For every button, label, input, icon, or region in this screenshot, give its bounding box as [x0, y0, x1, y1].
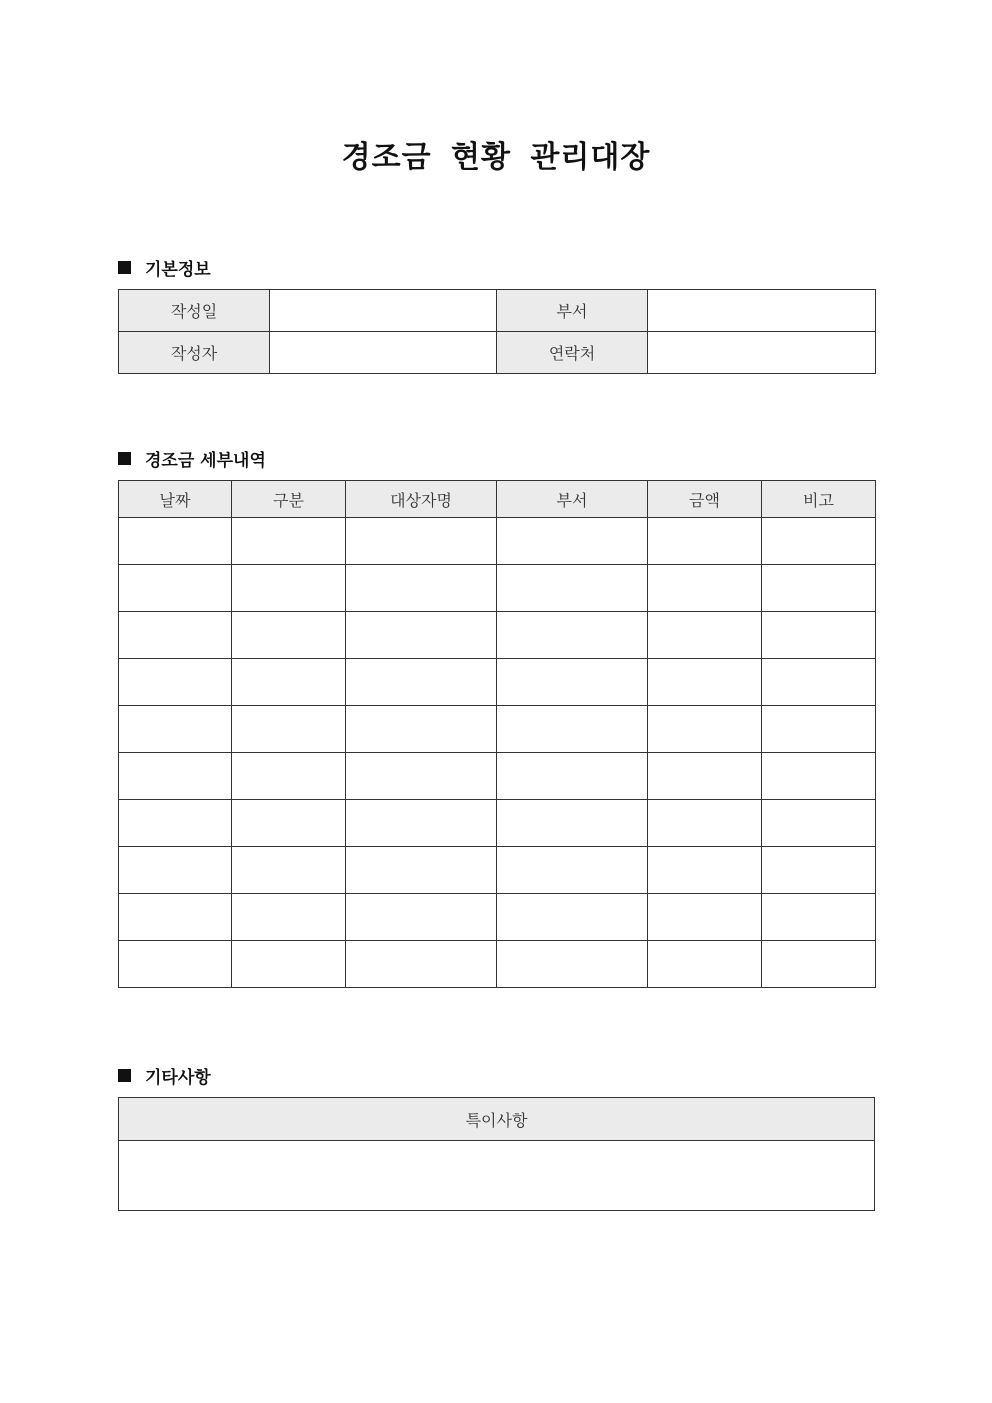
cell-category[interactable]: [232, 659, 346, 706]
cell-date[interactable]: [119, 612, 232, 659]
basic-info-table: [118, 289, 876, 374]
cell-date[interactable]: [119, 847, 232, 894]
cell-department[interactable]: [497, 753, 648, 800]
table-row: [119, 706, 876, 753]
cell-amount[interactable]: [648, 612, 762, 659]
cell-category[interactable]: [232, 941, 346, 988]
notes-field[interactable]: [119, 1141, 875, 1211]
notes-header-row: [119, 1098, 875, 1141]
table-row: [119, 659, 876, 706]
notes-label: 특이사항: [119, 1098, 875, 1141]
cell-department[interactable]: [497, 800, 648, 847]
column-header-amount: 금액: [648, 481, 762, 518]
author-label: 작성자: [119, 332, 270, 374]
author-date-field[interactable]: [270, 290, 497, 332]
cell-remarks[interactable]: [762, 847, 876, 894]
cell-date[interactable]: [119, 800, 232, 847]
square-bullet-icon: [118, 452, 131, 465]
column-header-category: 구분: [232, 481, 346, 518]
cell-recipient[interactable]: [346, 753, 497, 800]
cell-category[interactable]: [232, 518, 346, 565]
cell-date[interactable]: [119, 894, 232, 941]
details-header-row: [119, 481, 876, 518]
department-label: 부서: [497, 290, 648, 332]
cell-recipient[interactable]: [346, 565, 497, 612]
cell-recipient[interactable]: [346, 941, 497, 988]
contact-field[interactable]: [648, 332, 876, 374]
cell-recipient[interactable]: [346, 894, 497, 941]
table-row: [119, 518, 876, 565]
cell-amount[interactable]: [648, 518, 762, 565]
cell-amount[interactable]: [648, 659, 762, 706]
cell-category[interactable]: [232, 612, 346, 659]
cell-remarks[interactable]: [762, 706, 876, 753]
other-heading: [118, 1063, 211, 1088]
cell-category[interactable]: [232, 847, 346, 894]
cell-department[interactable]: [497, 894, 648, 941]
cell-date[interactable]: [119, 518, 232, 565]
cell-department[interactable]: [497, 659, 648, 706]
basic-info-row: [119, 290, 876, 332]
contact-label: 연락처: [497, 332, 648, 374]
cell-recipient[interactable]: [346, 518, 497, 565]
table-row: [119, 894, 876, 941]
table-row: [119, 941, 876, 988]
cell-amount[interactable]: [648, 894, 762, 941]
basic-info-heading-text: 기본정보: [145, 260, 211, 280]
square-bullet-icon: [118, 261, 131, 274]
cell-remarks[interactable]: [762, 565, 876, 612]
cell-remarks[interactable]: [762, 753, 876, 800]
details-table: [118, 480, 876, 988]
cell-amount[interactable]: [648, 565, 762, 612]
square-bullet-icon: [118, 1069, 131, 1082]
other-heading-text: 기타사항: [145, 1068, 211, 1088]
cell-date[interactable]: [119, 565, 232, 612]
cell-department[interactable]: [497, 706, 648, 753]
author-date-label: 작성일: [119, 290, 270, 332]
details-heading-text: 경조금 세부내역: [145, 451, 266, 471]
notes-table: [118, 1097, 875, 1211]
table-row: [119, 565, 876, 612]
cell-department[interactable]: [497, 612, 648, 659]
cell-amount[interactable]: [648, 706, 762, 753]
details-heading: [118, 446, 266, 471]
cell-recipient[interactable]: [346, 659, 497, 706]
cell-department[interactable]: [497, 847, 648, 894]
cell-recipient[interactable]: [346, 612, 497, 659]
cell-date[interactable]: [119, 753, 232, 800]
cell-department[interactable]: [497, 941, 648, 988]
page-title: 경조금 현황 관리대장: [341, 140, 651, 175]
basic-info-heading: [118, 255, 211, 280]
cell-amount[interactable]: [648, 800, 762, 847]
author-field[interactable]: [270, 332, 497, 374]
cell-date[interactable]: [119, 941, 232, 988]
column-header-date: 날짜: [119, 481, 232, 518]
cell-category[interactable]: [232, 753, 346, 800]
cell-category[interactable]: [232, 706, 346, 753]
cell-date[interactable]: [119, 706, 232, 753]
cell-category[interactable]: [232, 565, 346, 612]
department-field[interactable]: [648, 290, 876, 332]
table-row: [119, 847, 876, 894]
cell-recipient[interactable]: [346, 706, 497, 753]
cell-recipient[interactable]: [346, 800, 497, 847]
cell-remarks[interactable]: [762, 894, 876, 941]
column-header-remarks: 비고: [762, 481, 876, 518]
column-header-recipient: 대상자명: [346, 481, 497, 518]
table-row: [119, 800, 876, 847]
cell-department[interactable]: [497, 518, 648, 565]
cell-amount[interactable]: [648, 847, 762, 894]
cell-remarks[interactable]: [762, 659, 876, 706]
column-header-department: 부서: [497, 481, 648, 518]
cell-date[interactable]: [119, 659, 232, 706]
cell-department[interactable]: [497, 565, 648, 612]
notes-body-row: [119, 1141, 875, 1211]
table-row: [119, 753, 876, 800]
details-table-body: [119, 518, 876, 988]
cell-remarks[interactable]: [762, 518, 876, 565]
table-row: [119, 612, 876, 659]
cell-remarks[interactable]: [762, 941, 876, 988]
cell-remarks[interactable]: [762, 612, 876, 659]
cell-amount[interactable]: [648, 941, 762, 988]
cell-remarks[interactable]: [762, 800, 876, 847]
cell-category[interactable]: [232, 800, 346, 847]
cell-amount[interactable]: [648, 753, 762, 800]
basic-info-row: [119, 332, 876, 374]
cell-category[interactable]: [232, 894, 346, 941]
cell-recipient[interactable]: [346, 847, 497, 894]
